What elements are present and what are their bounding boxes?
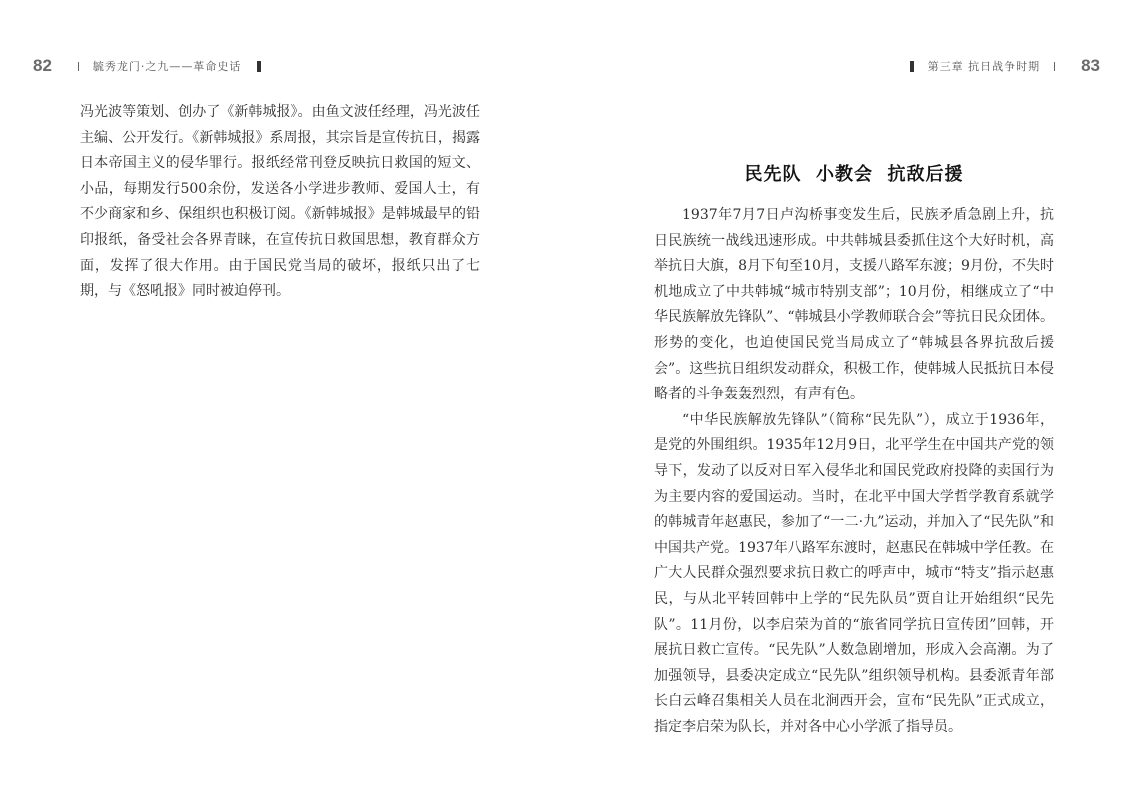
left-body-text xyxy=(80,100,480,305)
left-page-number: 82 xyxy=(33,56,52,75)
right-page-number: 83 xyxy=(1081,56,1100,75)
right-page xyxy=(566,0,1133,799)
right-paragraph-1: 1937年7月7日卢沟桥事变发生后，民族矛盾急剧上升，抗日民族统一战线迅速形成。中共韩城县委抓住这个大好时机，高举抗日大旗，8月下旬至10月，支援八路军东渡；9月份，不失时机地成立了中共韩城“城市特别支部”；10月份，相继成立了“中华民族解放先锋队”、“韩城县小学教师联合会”等抗日民众团体。形势的变化，也迫使国民党当局成立了“韩城县各界抗敌后援会”。这些抗日组织发动群众，积极工作，使韩城人民抵抗日本侵略者的斗争轰轰烈烈，有声有色。 xyxy=(654,207,1054,403)
right-page-header xyxy=(910,55,1100,77)
header-bar-mark xyxy=(257,61,261,72)
left-page xyxy=(0,0,566,799)
left-page-header xyxy=(33,55,261,77)
left-running-head: 毓秀龙门·之九——革命史话 xyxy=(92,60,242,73)
header-bar-mark xyxy=(910,61,914,72)
header-divider xyxy=(1054,62,1055,71)
section-title: 民先队 小教会 抗敌后援 xyxy=(744,164,964,185)
right-running-head: 第三章 抗日战争时期 xyxy=(927,60,1041,73)
header-divider xyxy=(78,62,79,71)
left-paragraph-1: 冯光波等策划、创办了《新韩城报》。由鱼文波任经理，冯光波任主编、公开发行。《新韩城报》系周报，其宗旨是宣传抗日，揭露日本帝国主义的侵华罪行。报纸经常刊登反映抗日救国的短文、小品，每期发行500余份，发送各小学进步教师、爱国人士，有不少商家和乡、保组织也积极订阅。《新韩城报》是韩城最早的铅印报纸，备受社会各界青睐，在宣传抗日救国思想，教育群众方面，发挥了很大作用。由于国民党当局的破坏，报纸只出了七期，与《怒吼报》同时被迫停刊。 xyxy=(80,104,480,300)
right-body-text xyxy=(654,203,1054,740)
right-paragraph-2: “中华民族解放先锋队”（简称“民先队”），成立于1936年，是党的外围组织。1935年12月9日，北平学生在中国共产党的领导下，发动了以反对日军入侵华北和国民党政府投降的卖国行为为主要内容的爱国运动。当时，在北平中国大学哲学教育系就学的韩城青年赵惠民，参加了“一二·九”运动，并加入了“民先队”和中国共产党。1937年八路军东渡时，赵惠民在韩城中学任教。在广大人民群众强烈要求抗日救亡的呼声中，城市“特支”指示赵惠民，与从北平转回韩中上学的“民先队员”贾自让开始组织“民先队”。11月份，以李启荣为首的“旅省同学抗日宣传团”回韩，开展抗日救亡宣传。“民先队”人数急剧增加，形成入会高潮。为了加强领导，县委决定成立“民先队”组织领导机构。县委派青年部长白云峰召集相关人员在北涧西开会，宣布“民先队”正式成立，指定李启荣为队长，并对各中心小学派了指导员。 xyxy=(654,411,1054,735)
